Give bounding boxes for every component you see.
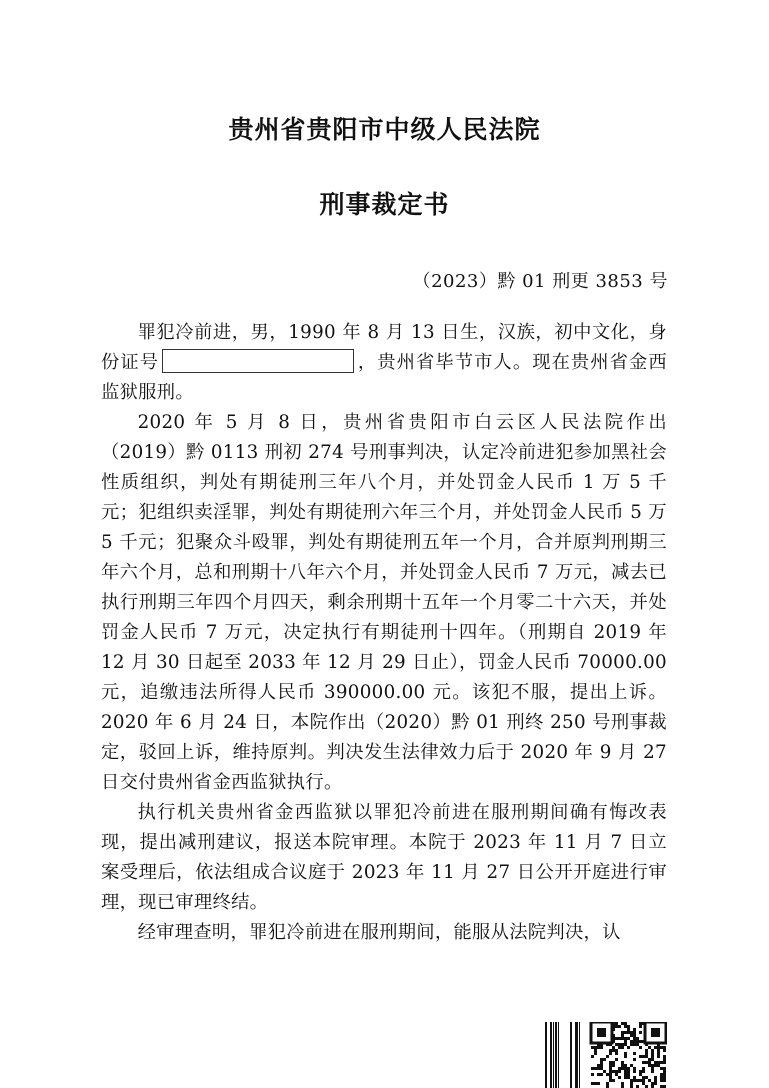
qr-code-icon bbox=[545, 1022, 667, 1088]
document-body bbox=[101, 318, 667, 948]
redacted-id-number-box bbox=[162, 349, 354, 373]
defendant-info-text-cont: ，贵州省毕节市人。现在贵州省金西监狱服刑。 bbox=[101, 352, 667, 403]
paragraph-original-judgment: 2020 年 5 月 8 日，贵州省贵阳市白云区人民法院作出（2019）黔 0113 刑初 274 号刑事判决，认定冷前进犯参加黑社会性质组织，判处有期徒刑三年八个月，并处罚金人民币 1 万 5 千元；犯组织卖淫罪，判处有期徒刑六年三个月，并处罚金人民币 5 万 5 千元；犯聚众斗殴罪，判处有期徒刑五年一个月，合并原判刑期三年六个月，总和刑期十八年六个月，并处罚金人民币 7 万元，减去已执行刑期三年四个月四天，剩余刑期十五年一个月零二十六天，并处罚金人民币 7 万元，决定执行有期徒刑十四年。（刑期自 2019 年 12 月 30 日起至 2033 年 12 月 29 日止），罚金人民币 70000.00 元，追缴违法所得人民币 390000.00 元。该犯不服，提出上诉。2020 年 6 月 24 日，本院作出（2020）黔 01 刑终 250 号刑事裁定，驳回上诉，维持原判。判决发生法律效力后于 2020 年 9 月 27 日交付贵州省金西监狱执行。 bbox=[101, 412, 667, 793]
defendant-info-text: 罪犯冷前进，男，1990 年 8 月 13 日生，汉族，初中文化，身份证号 bbox=[101, 322, 667, 373]
paragraph-defendant-info bbox=[101, 318, 667, 408]
paragraph-commutation-proposal: 执行机关贵州省金西监狱以罪犯冷前进在服刑期间确有悔改表现，提出减刑建议，报送本院审理。本院于 2023 年 11 月 7 日立案受理后，依法组成合议庭于 2023 年 11 月 27 日公开开庭进行审理，现已审理终结。 bbox=[101, 802, 667, 913]
court-name: 贵州省贵阳市中级人民法院 bbox=[228, 115, 541, 144]
document-title: 刑事裁定书 bbox=[319, 190, 450, 219]
paragraph-findings: 经审理查明，罪犯冷前进在服刑期间，能服从法院判决，认 bbox=[137, 922, 621, 943]
qr-code-graphic bbox=[545, 1022, 667, 1088]
case-number: （2023）黔 01 刑更 3853 号 bbox=[412, 271, 668, 292]
